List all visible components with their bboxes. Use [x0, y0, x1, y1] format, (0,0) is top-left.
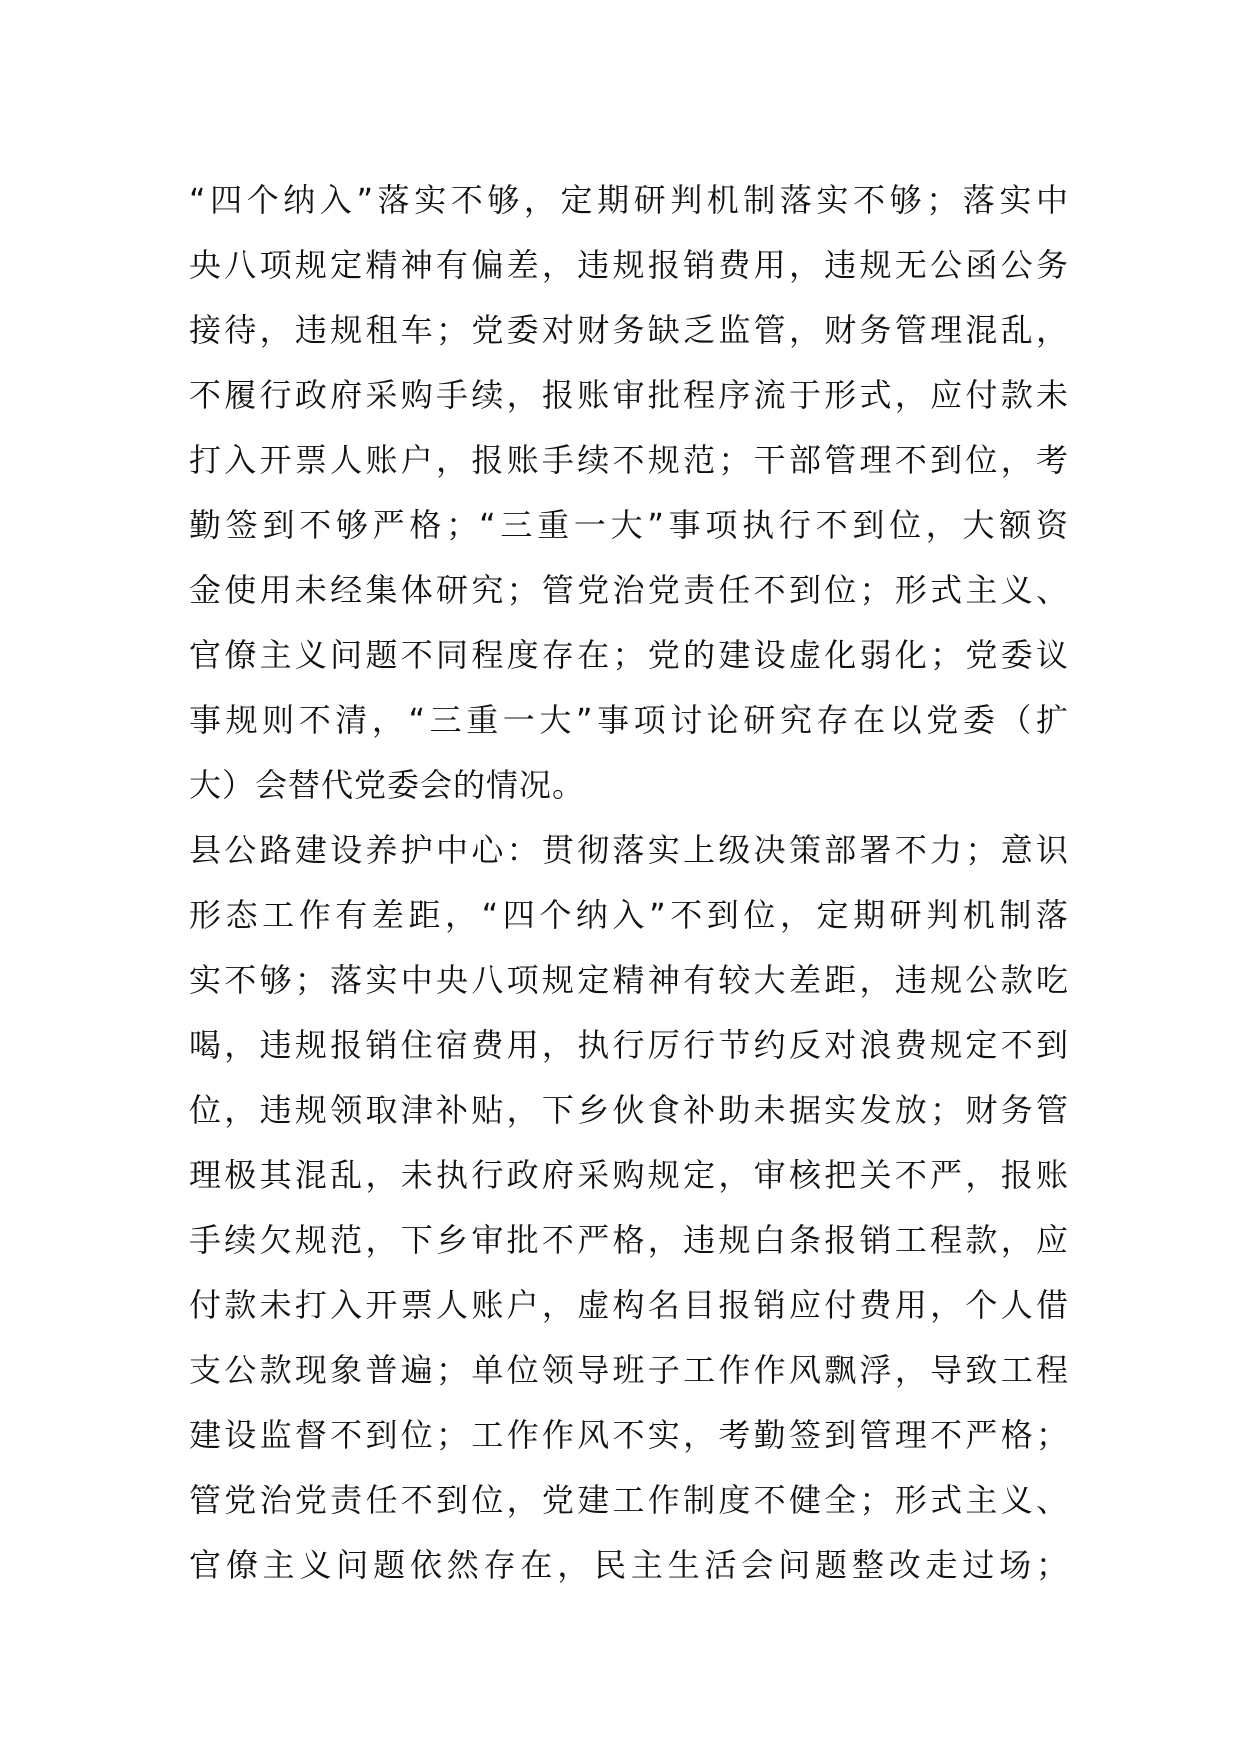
- text-line: “四个纳入”落实不够，定期研判机制落实不够；落实中: [189, 181, 1069, 219]
- text-line: 管党治党责任不到位，党建工作制度不健全；形式主义、: [189, 1481, 1069, 1519]
- text-line: 金使用未经集体研究；管党治党责任不到位；形式主义、: [189, 571, 1069, 609]
- document-body: [189, 168, 1069, 1598]
- text-line: 大）会替代党委会的情况。: [189, 766, 586, 804]
- text-line: 实不够；落实中央八项规定精神有较大差距，违规公款吃: [189, 961, 1069, 999]
- text-line: 形态工作有差距，“四个纳入”不到位，定期研判机制落: [189, 896, 1069, 934]
- text-line: 县公路建设养护中心：贯彻落实上级决策部署不力；意识: [189, 831, 1069, 869]
- text-line: 央八项规定精神有偏差，违规报销费用，违规无公函公务: [189, 246, 1069, 284]
- paragraph-2: [189, 818, 1069, 1598]
- text-line: 理极其混乱，未执行政府采购规定，审核把关不严，报账: [189, 1156, 1069, 1194]
- text-line: 喝，违规报销住宿费用，执行厉行节约反对浪费规定不到: [189, 1026, 1069, 1064]
- text-line: 手续欠规范，下乡审批不严格，违规白条报销工程款，应: [189, 1221, 1069, 1259]
- paragraph-1: [189, 168, 1069, 818]
- text-line: 接待，违规租车；党委对财务缺乏监管，财务管理混乱，: [189, 311, 1069, 349]
- text-line: 不履行政府采购手续，报账审批程序流于形式，应付款未: [189, 376, 1069, 414]
- text-line: 事规则不清，“三重一大”事项讨论研究存在以党委（扩: [189, 701, 1069, 739]
- text-line: 官僚主义问题不同程度存在；党的建设虚化弱化；党委议: [189, 636, 1069, 674]
- text-line: 付款未打入开票人账户，虚构名目报销应付费用，个人借: [189, 1286, 1069, 1324]
- text-line: 打入开票人账户，报账手续不规范；干部管理不到位，考: [189, 441, 1069, 479]
- text-line: 官僚主义问题依然存在，民主生活会问题整改走过场；: [189, 1546, 1069, 1584]
- text-line: 建设监督不到位；工作作风不实，考勤签到管理不严格；: [189, 1416, 1069, 1454]
- text-line: 勤签到不够严格；“三重一大”事项执行不到位，大额资: [189, 506, 1069, 544]
- text-line: 支公款现象普遍；单位领导班子工作作风飘浮，导致工程: [189, 1351, 1069, 1389]
- text-line: 位，违规领取津补贴，下乡伙食补助未据实发放；财务管: [189, 1091, 1069, 1129]
